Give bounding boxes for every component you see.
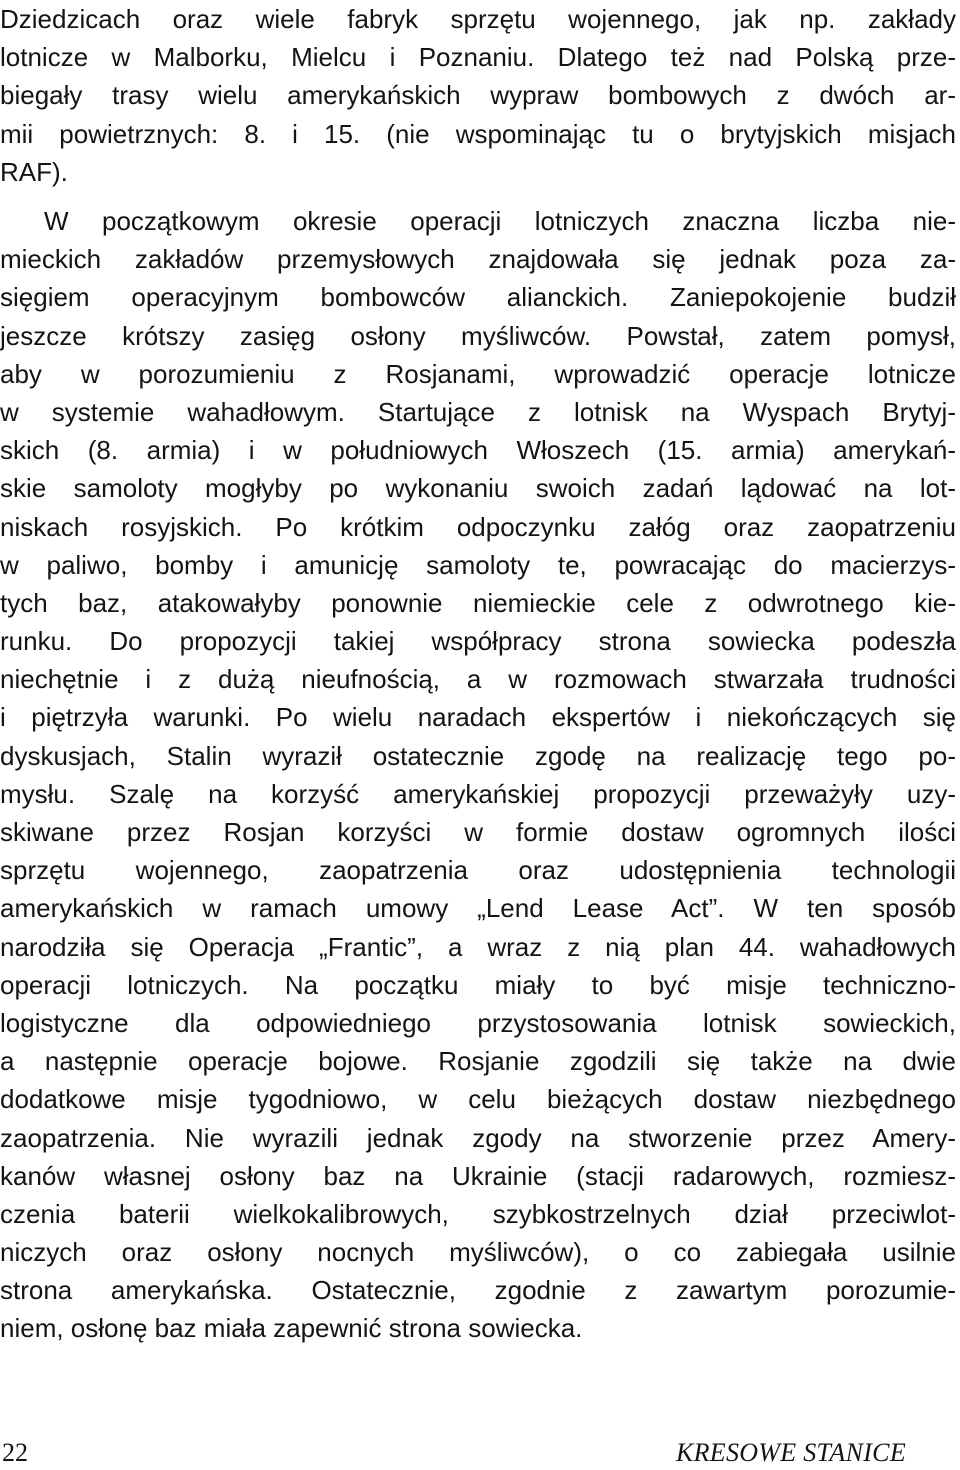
page-footer — [0, 1436, 906, 1470]
text-line: czenia baterii wielkokalibrowych, szybkostrzelnych dział przeciwlot- — [0, 1198, 956, 1229]
text-line: strona amerykańska. Ostatecznie, zgodnie z zawartym porozumie- — [0, 1275, 956, 1306]
text-line: W początkowym okresie operacji lotniczych znaczna liczba nie- — [44, 206, 956, 236]
text-line: skiwane przez Rosjan korzyści w formie dostaw ogromnych ilości — [0, 817, 956, 847]
text-line: amerykańskich w ramach umowy „Lend Lease Act”. W ten sposób — [0, 893, 956, 924]
text-line: niem, osłonę baz miała zapewnić strona sowiecka. — [0, 1313, 583, 1344]
text-line: biegały trasy wielu amerykańskich wypraw bombowych z dwóch ar- — [0, 80, 956, 111]
text-line: zaopatrzenia. Nie wyrazili jednak zgody na stworzenie przez Amery- — [0, 1122, 956, 1153]
text-line: a następnie operacje bojowe. Rosjanie zgodzili się także na dwie — [0, 1046, 956, 1077]
text-line: narodziła się Operacja „Frantic”, a wraz z nią plan 44. wahadłowych — [0, 931, 956, 962]
text-line: mysłu. Szalę na korzyść amerykańskiej propozycji przeważyły uzy- — [0, 778, 956, 809]
text-line: Dziedzicach oraz wiele fabryk sprzętu wojennego, jak np. zakłady — [0, 4, 956, 34]
text-line: tych baz, atakowałyby ponownie niemieckie cele z odwrotnego kie- — [0, 587, 956, 618]
running-title: KRESOWE STANICE — [675, 1438, 906, 1467]
text-line: niczych oraz osłony nocnych myśliwców), o co zabiegała usilnie — [0, 1237, 956, 1268]
text-line: runku. Do propozycji takiej współpracy strona sowiecka podeszła — [0, 626, 956, 657]
text-line: sięgiem operacyjnym bombowców alianckich. Zaniepokojenie budził — [0, 282, 956, 313]
text-line: RAF). — [0, 156, 68, 187]
text-line: niechętnie i z dużą nieufnością, a w rozmowach stwarzała trudności — [0, 664, 956, 695]
text-line: mii powietrznych: 8. i 15. (nie wspominając tu o brytyjskich misjach — [0, 118, 956, 149]
page-number: 22 — [2, 1438, 28, 1467]
text-line: w systemie wahadłowym. Startujące z lotnisk na Wyspach Brytyj- — [0, 396, 956, 427]
text-line: i piętrzyła warunki. Po wielu naradach ekspertów i niekończących się — [0, 702, 956, 733]
paragraph-continuation — [0, 0, 956, 191]
text-line: aby w porozumieniu z Rosjanami, wprowadzić operacje lotnicze — [0, 358, 956, 389]
text-line: operacji lotniczych. Na początku miały to być misje techniczno- — [0, 969, 956, 1000]
text-line: skich (8. armia) i w południowych Włoszech (15. armia) amerykań- — [0, 435, 956, 466]
text-line: dyskusjach, Stalin wyraził ostatecznie zgodę na realizację tego po- — [0, 740, 956, 771]
text-line: w paliwo, bomby i amunicję samoloty te, powracając do macierzys- — [0, 549, 956, 580]
text-line: niskach rosyjskich. Po krótkim odpoczynku załóg oraz zaopatrzeniu — [0, 511, 956, 542]
text-line: mieckich zakładów przemysłowych znajdowała się jednak poza za- — [0, 244, 956, 275]
text-line: dodatkowe misje tygodniowo, w celu bieżących dostaw niezbędnego — [0, 1084, 956, 1115]
paragraph-operation-frantic — [0, 202, 956, 1348]
text-line: sprzętu wojennego, zaopatrzenia oraz udostępnienia technologii — [0, 855, 956, 886]
text-line: jeszcze krótszy zasięg osłony myśliwców. Powstał, zatem pomysł, — [0, 320, 956, 351]
text-line: logistyczne dla odpowiedniego przystosowania lotnisk sowieckich, — [0, 1007, 956, 1038]
text-line: kanów własnej osłony baz na Ukrainie (stacji radarowych, rozmiesz- — [0, 1160, 956, 1191]
text-line: skie samoloty mogłyby po wykonaniu swoich zadań lądować na lot- — [0, 473, 956, 504]
text-line: lotnicze w Malborku, Mielcu i Poznaniu. Dlatego też nad Polską prze- — [0, 42, 956, 73]
